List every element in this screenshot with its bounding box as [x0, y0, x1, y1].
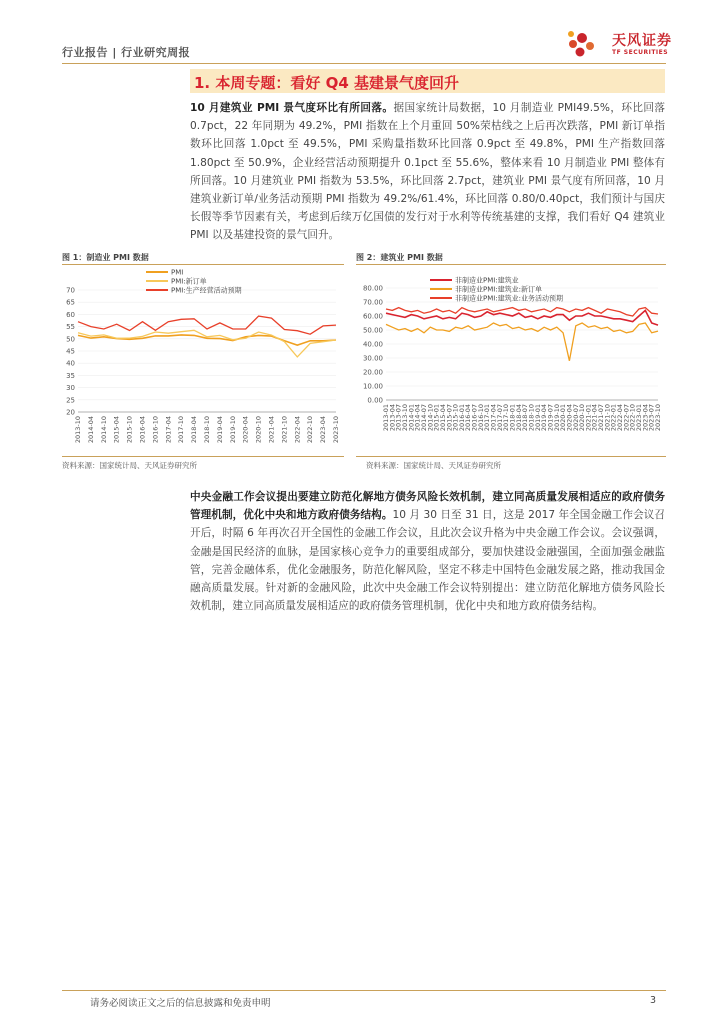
x-tick-label: 2020-10: [254, 416, 263, 444]
x-tick-label: 2021-04: [590, 404, 599, 432]
x-tick-label: 2015-01: [432, 404, 441, 432]
y-tick-label: 50.00: [362, 326, 383, 335]
y-tick-label: 60.00: [362, 312, 383, 321]
x-tick-label: 2014-04: [413, 404, 422, 432]
x-tick-label: 2014-07: [419, 404, 428, 432]
construction-pmi-chart: [356, 266, 666, 454]
x-tick-label: 2017-04: [164, 416, 173, 444]
x-tick-label: 2022-07: [622, 404, 631, 432]
x-tick-label: 2018-04: [514, 404, 523, 432]
x-tick-label: 2017-04: [489, 404, 498, 432]
x-tick-label: 2015-04: [112, 416, 121, 444]
y-tick-label: 50: [66, 335, 75, 344]
legend-label: PMI:生产经营活动预期: [171, 286, 242, 295]
x-tick-label: 2022-10: [628, 404, 637, 432]
series-line: [78, 330, 336, 357]
y-tick-label: 40.00: [362, 340, 383, 349]
x-tick-label: 2017-01: [483, 404, 492, 432]
x-tick-label: 2022-01: [609, 404, 618, 432]
footer-disclaimer: 请务必阅读正文之后的信息披露和免责申明: [90, 998, 271, 1009]
figure2-bottom-rule: [356, 456, 666, 457]
x-tick-label: 2019-10: [552, 404, 561, 432]
y-tick-label: 30.00: [362, 354, 383, 363]
paragraph-pmi: [190, 99, 665, 245]
x-tick-label: 2018-10: [527, 404, 536, 432]
y-tick-label: 30: [66, 384, 75, 393]
x-tick-label: 2017-10: [177, 416, 186, 444]
figure1-caption: 图 1：制造业 PMI 数据: [62, 253, 149, 262]
x-tick-label: 2018-01: [508, 404, 517, 432]
x-tick-label: 2015-07: [445, 404, 454, 432]
paragraph-finance-lead: 中央金融工作会议提出要建立防范化解地方债务风险长效机制，建立同高质量发展相适应的政府债务管理机制，优化中央和地方政府债务结构。: [190, 491, 665, 522]
figure1-source: 资料来源：国家统计局、天风证券研究所: [62, 461, 197, 470]
footer-divider: [62, 990, 666, 991]
x-tick-label: 2020-07: [571, 404, 580, 432]
x-tick-label: 2020-04: [565, 404, 574, 432]
y-tick-label: 35: [66, 371, 75, 380]
manufacturing-pmi-chart: [62, 266, 344, 454]
legend-label: 非制造业PMI:建筑业:新订单: [455, 285, 543, 294]
y-tick-label: 55: [66, 323, 75, 332]
x-tick-label: 2016-10: [476, 404, 485, 432]
x-tick-label: 2013-04: [388, 404, 397, 432]
x-tick-label: 2018-10: [203, 416, 211, 444]
header-divider: [62, 63, 666, 64]
legend-label: 非制造业PMI:建筑业:业务活动预期: [455, 294, 564, 303]
x-tick-label: 2016-01: [457, 404, 466, 432]
y-tick-label: 0.00: [367, 396, 383, 405]
x-tick-label: 2023-10: [332, 416, 340, 444]
section-title-bar: [190, 69, 665, 93]
x-tick-label: 2022-04: [293, 416, 302, 444]
x-tick-label: 2021-07: [597, 404, 606, 432]
x-tick-label: 2023-04: [319, 416, 328, 444]
x-tick-label: 2013-10: [400, 404, 409, 432]
series-line: [386, 323, 658, 361]
figure2-caption: 图 2：建筑业 PMI 数据: [356, 253, 443, 262]
x-tick-label: 2013-10: [74, 416, 82, 444]
paragraph-pmi-lead: 10 月建筑业 PMI 景气度环比有所回落。: [190, 102, 394, 114]
logo-text-en: TF SECURITIES: [612, 49, 669, 56]
paragraph-finance-meeting: [190, 488, 665, 615]
report-category: 行业报告 | 行业研究周报: [62, 46, 191, 59]
y-tick-label: 40: [66, 359, 75, 368]
y-tick-label: 25: [66, 396, 75, 405]
flower-icon: [568, 31, 594, 57]
x-tick-label: 2015-04: [438, 404, 447, 432]
y-tick-label: 80.00: [362, 284, 383, 293]
x-tick-label: 2014-10: [99, 416, 108, 444]
x-tick-label: 2019-04: [540, 404, 549, 432]
figure2-top-rule: [356, 264, 666, 265]
x-tick-label: 2023-01: [635, 404, 644, 432]
x-tick-label: 2020-04: [241, 416, 250, 444]
x-tick-label: 2016-10: [151, 416, 160, 444]
y-tick-label: 60: [66, 310, 75, 319]
figure1-top-rule: [62, 264, 344, 265]
x-tick-label: 2013-01: [382, 404, 390, 432]
x-tick-label: 2017-10: [502, 404, 511, 432]
y-tick-label: 45: [66, 347, 75, 356]
x-tick-label: 2021-10: [603, 404, 612, 432]
x-tick-label: 2021-01: [584, 404, 593, 432]
series-line: [78, 316, 336, 334]
x-tick-label: 2015-10: [125, 416, 134, 444]
x-tick-label: 2019-04: [215, 416, 224, 444]
x-tick-label: 2014-01: [407, 404, 416, 432]
x-tick-label: 2022-04: [616, 404, 625, 432]
x-tick-label: 2014-04: [86, 416, 95, 444]
x-tick-label: 2015-10: [451, 404, 460, 432]
paragraph-pmi-body: 据国家统计局数据，10 月制造业 PMI49.5%，环比回落 0.7pct，22 年同期为 49.2%，PMI 指数在上个月重回 50%荣枯线之上后再次跌落，PMI 新订单指数环比回落 1.0pct 至 49.5%，PMI 采购量指数环比回落 0.9pct 至 49.8%，PMI 生产指数回落 1.80pct 至 50.9%，企业经营活动预期提升 0.1pct 至 55.6%，整体来看 10 月制造业 PMI 整体有所回落。10 月建筑业 PMI 指数为 53.5%，环比回落 2.7pct，建筑业 PMI 景气度有所回落，10 月建筑业新订单/业务活动预期 PMI 指数为 49.2%/61.4%，环比回落 0.80/0.40pct，我们预计与国庆长假等季节因素有关，考虑到后续万亿国债的发行对于水利等传统基建的支撑，我们看好 Q4 建筑业 PMI 以及基建投资的景气回升。: [190, 102, 665, 242]
x-tick-label: 2019-10: [228, 416, 237, 444]
y-tick-label: 65: [66, 298, 75, 307]
x-tick-label: 2018-04: [190, 416, 199, 444]
x-tick-label: 2018-07: [521, 404, 530, 432]
figure2-source: 资料来源：国家统计局、天风证券研究所: [366, 461, 501, 470]
x-tick-label: 2021-10: [280, 416, 289, 444]
x-tick-label: 2016-07: [470, 404, 479, 432]
x-tick-label: 2019-01: [533, 404, 542, 432]
legend-label: PMI: [171, 268, 184, 277]
paragraph-finance-body: 10 月 30 日至 31 日，这是 2017 年全国金融工作会议召开后，时隔 6 年再次召开全国性的金融工作会议，且此次会议升格为中央金融工作会议。会议强调，金融是国民经济的血脉，是国家核心竞争力的重要组成部分，要加快建设金融强国，全面加强金融监管，完善金融体系，优化金融服务，防范化解风险，坚定不移走中国特色金融发展之路，推动我国金融高质量发展。针对新的金融风险，此次中央金融工作会议特别提出：建立防范化解地方债务风险长效机制，建立同高质量发展相适应的政府债务管理机制，优化中央和地方政府债务结构。: [190, 509, 665, 613]
x-tick-label: 2023-10: [654, 404, 662, 432]
x-tick-label: 2022-10: [306, 416, 315, 444]
x-tick-label: 2023-07: [647, 404, 656, 432]
x-tick-label: 2020-01: [559, 404, 568, 432]
y-tick-label: 20: [66, 408, 75, 417]
section-title: 1. 本周专题：看好 Q4 基建景气度回升: [194, 74, 459, 92]
x-tick-label: 2019-07: [546, 404, 555, 432]
x-tick-label: 2017-07: [495, 404, 504, 432]
y-tick-label: 20.00: [362, 368, 383, 377]
legend-label: PMI:新订单: [171, 277, 207, 286]
x-tick-label: 2013-07: [394, 404, 403, 432]
page-number: 3: [650, 995, 657, 1006]
figure1-bottom-rule: [62, 456, 344, 457]
x-tick-label: 2020-10: [578, 404, 587, 432]
logo-text-cn: 天风证券: [612, 33, 672, 49]
x-tick-label: 2014-10: [426, 404, 435, 432]
legend-label: 非制造业PMI:建筑业: [455, 276, 519, 285]
x-tick-label: 2023-04: [641, 404, 650, 432]
x-tick-label: 2016-04: [464, 404, 473, 432]
y-tick-label: 10.00: [362, 382, 383, 391]
y-tick-label: 70.00: [362, 298, 383, 307]
y-tick-label: 70: [66, 286, 75, 295]
x-tick-label: 2016-04: [138, 416, 147, 444]
x-tick-label: 2021-04: [267, 416, 276, 444]
